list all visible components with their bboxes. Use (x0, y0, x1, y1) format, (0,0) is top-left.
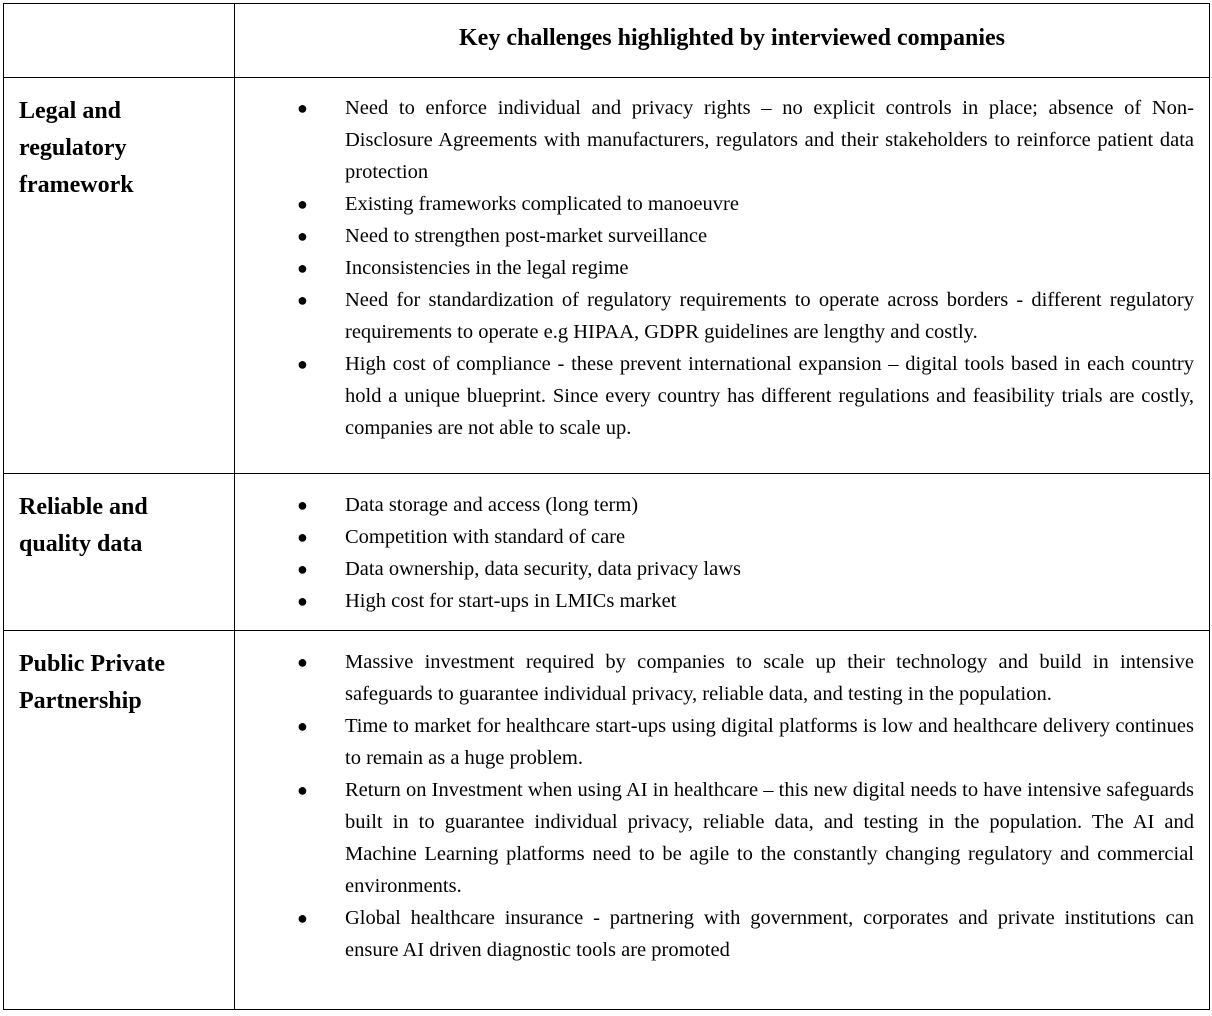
category-line: Public Private (19, 651, 165, 677)
list-item (297, 348, 1194, 444)
category-line: regulatory (19, 135, 127, 161)
list-item-text: Massive investment required by companies to scale up their technology and build in intensive safeguards to guarantee individual privacy, reliable data, and testing in the population. (345, 651, 1194, 705)
bullet-icon: ● (297, 226, 308, 246)
category-cell (4, 78, 235, 474)
list-item-text: Inconsistencies in the legal regime (345, 257, 629, 279)
category-label-legal (4, 78, 234, 204)
category-line: framework (19, 172, 134, 198)
list-item (297, 92, 1194, 188)
list-item (297, 902, 1194, 966)
list-item (297, 553, 1194, 585)
list-item-text: High cost for start-ups in LMICs market (345, 590, 677, 612)
table-row-legal-regulatory (4, 78, 1210, 474)
list-item (297, 521, 1194, 553)
challenge-list (235, 78, 1209, 444)
bullet-icon: ● (297, 652, 308, 672)
table-title: Key challenges highlighted by interviewed companies (459, 25, 1005, 51)
list-item (297, 252, 1194, 284)
header-left-cell (4, 4, 235, 78)
list-item-text: Competition with standard of care (345, 526, 626, 548)
list-item-text: Global healthcare insurance - partnering with government, corporates and private institutions can ensure AI driven diagnostic tools are promoted (345, 907, 1194, 961)
list-item-text: Need for standardization of regulatory requirements to operate across borders - different regulatory requirements to operate e.g HIPAA, GDPR guidelines are lengthy and costly. (345, 289, 1194, 343)
table-row-reliable-data (4, 474, 1210, 631)
category-line: Reliable and (19, 494, 148, 520)
challenge-list (235, 631, 1209, 966)
list-item-text: Need to enforce individual and privacy rights – no explicit controls in place; absence of Non-Disclosure Agreements with manufacturers, regulators and their stakeholders to reinforce patient data protection (345, 97, 1194, 183)
category-label-data (4, 474, 234, 563)
list-item-text: Time to market for healthcare start-ups using digital platforms is low and healthcare delivery continues to remain as a huge problem. (345, 715, 1194, 769)
category-line: Partnership (19, 688, 142, 714)
bullet-icon: ● (297, 716, 308, 736)
bullet-icon: ● (297, 98, 308, 118)
list-item-text: Existing frameworks complicated to manoeuvre (345, 193, 739, 215)
list-item-text: Need to strengthen post-market surveillance (345, 225, 708, 247)
bullet-icon: ● (297, 194, 308, 214)
bullet-icon: ● (297, 354, 308, 374)
bullet-icon: ● (297, 559, 308, 579)
list-item (297, 284, 1194, 348)
list-item-text: High cost of compliance - these prevent international expansion – digital tools based in each country hold a unique blueprint. Since every country has different regulations and feasibility trials are costly, companies are not able to scale up. (345, 353, 1194, 439)
header-title-cell (235, 4, 1210, 78)
bullet-icon: ● (297, 780, 308, 800)
category-label-ppp (4, 631, 234, 720)
challenges-cell (235, 631, 1210, 1010)
challenges-table (3, 3, 1210, 1010)
bullet-icon: ● (297, 258, 308, 278)
bullet-icon: ● (297, 591, 308, 611)
list-item (297, 710, 1194, 774)
challenge-list (235, 474, 1209, 617)
category-cell (4, 474, 235, 631)
table-row-public-private (4, 631, 1210, 1010)
list-item (297, 220, 1194, 252)
bullet-icon: ● (297, 290, 308, 310)
bullet-icon: ● (297, 495, 308, 515)
challenges-cell (235, 78, 1210, 474)
list-item (297, 489, 1194, 521)
category-cell (4, 631, 235, 1010)
bullet-icon: ● (297, 908, 308, 928)
list-item-text: Data storage and access (long term) (345, 494, 639, 516)
header-row (4, 4, 1210, 78)
category-line: Legal and (19, 98, 122, 124)
list-item (297, 646, 1194, 710)
list-item-text: Data ownership, data security, data privacy laws (345, 558, 741, 580)
list-item (297, 774, 1194, 902)
list-item-text: Return on Investment when using AI in healthcare – this new digital needs to have intensive safeguards built in to guarantee individual privacy, reliable data, and testing in the population. The AI and Machine Learning platforms need to be agile to the constantly changing regulatory and commercial environments. (345, 779, 1194, 897)
challenges-cell (235, 474, 1210, 631)
bullet-icon: ● (297, 527, 308, 547)
list-item (297, 188, 1194, 220)
category-line: quality data (19, 531, 143, 557)
list-item (297, 585, 1194, 617)
